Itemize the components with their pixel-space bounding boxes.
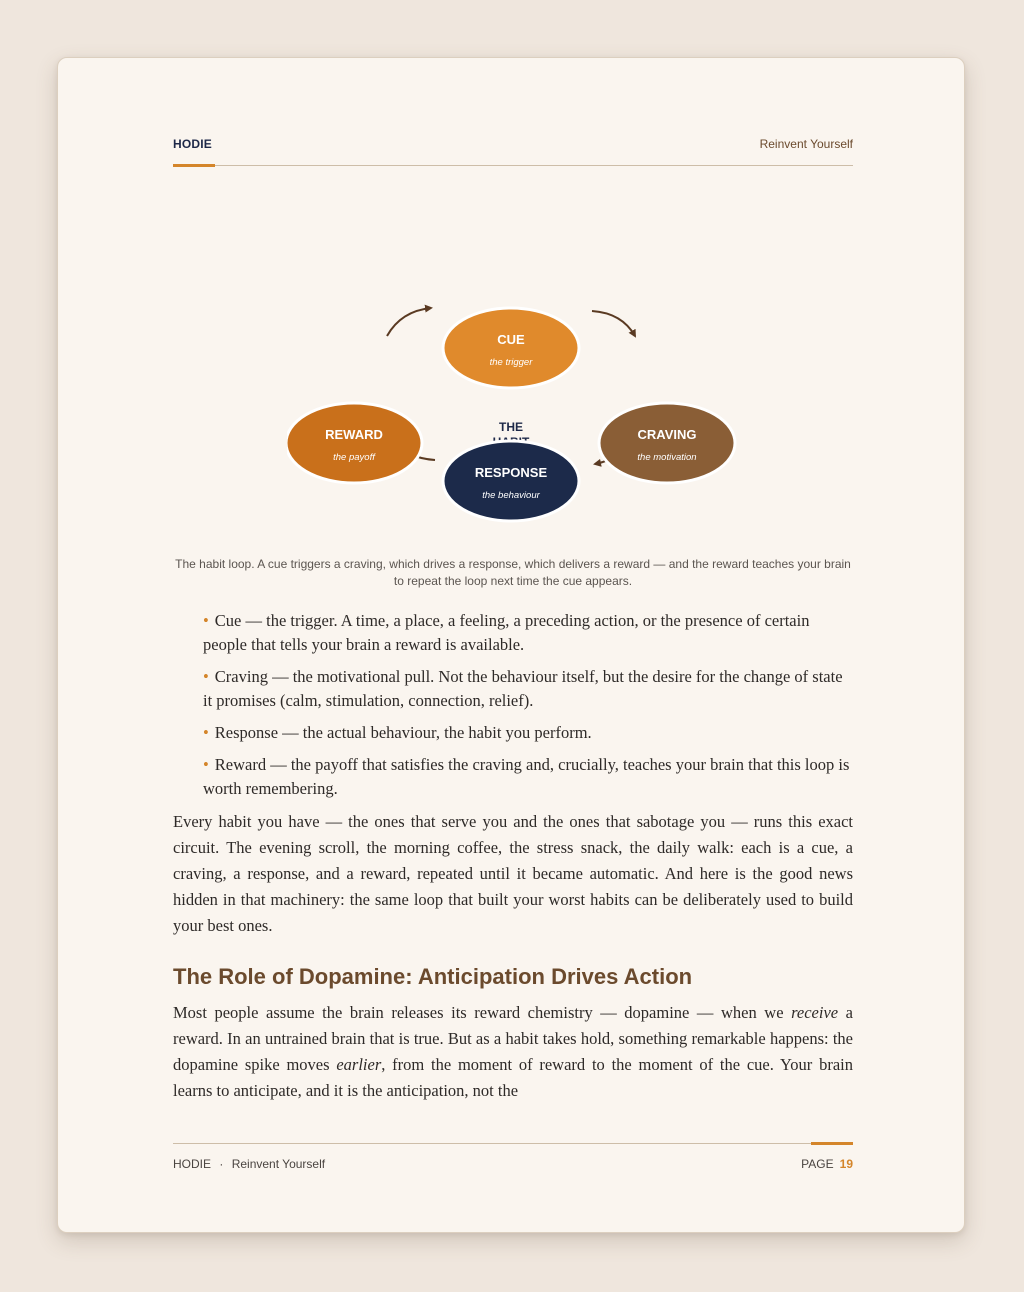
list-item-text: Response — the actual behaviour, the habit you perform. bbox=[214, 723, 592, 742]
list-item bbox=[203, 665, 853, 713]
running-footer bbox=[173, 1143, 853, 1178]
emphasis-text: earlier bbox=[336, 1055, 382, 1074]
node-craving-subtitle: the motivation bbox=[637, 452, 697, 463]
figure-caption: The habit loop. A cue triggers a craving, which drives a response, which delivers a reward — and the reward teaches your brain to repeat the loop next time the cue appears. bbox=[175, 557, 851, 588]
book-page bbox=[57, 57, 965, 1233]
footer-separator: · bbox=[219, 1157, 224, 1171]
list-item bbox=[203, 753, 853, 801]
list-item-text: Craving — the motivational pull. Not the behaviour itself, but the desire for the change of state it promises (calm, stimulation, connection, relief). bbox=[203, 667, 843, 710]
running-header bbox=[173, 137, 853, 166]
footer-right bbox=[801, 1157, 853, 1171]
page-label: PAGE bbox=[801, 1157, 834, 1171]
list-item-text: Reward — the payoff that satisfies the craving and, crucially, teaches your brain that this loop is worth remembering. bbox=[203, 755, 850, 798]
node-reward-subtitle: the payoff bbox=[333, 452, 375, 463]
paragraph-text: a reward. In an untrained brain that is true. But as a habit takes hold, something remarkable happens: the dopamine spike moves bbox=[173, 1003, 853, 1074]
footer-brand: HODIE bbox=[173, 1157, 212, 1171]
header-book-title: Reinvent Yourself bbox=[759, 137, 853, 151]
paragraph-text: Most people assume the brain releases its reward chemistry — dopamine — when we bbox=[173, 1003, 792, 1022]
node-reward-title: REWARD bbox=[325, 427, 383, 442]
paragraph-text: , from the moment of reward to the moment of the cue. Your brain learns to anticipate, and it is the anticipation, not the bbox=[173, 1055, 853, 1100]
body-paragraph-2 bbox=[173, 1000, 853, 1104]
footer-book-title: Reinvent Yourself bbox=[231, 1157, 326, 1171]
list-item-text: Cue — the trigger. A time, a place, a feeling, a preceding action, or the presence of certain people that tells your brain a reward is available. bbox=[203, 611, 810, 654]
node-response-shape-main bbox=[443, 441, 579, 521]
bullet-dot-icon: • bbox=[203, 755, 209, 774]
header-accent-bar bbox=[173, 164, 215, 167]
header-brand: HODIE bbox=[173, 137, 213, 151]
footer-left bbox=[173, 1157, 325, 1171]
center-line-1: THE bbox=[499, 420, 523, 434]
node-cue-subtitle: the trigger bbox=[489, 357, 533, 368]
section-heading: The Role of Dopamine: Anticipation Drives Action bbox=[173, 964, 693, 989]
list-item bbox=[203, 609, 853, 657]
footer-accent-bar bbox=[811, 1142, 853, 1145]
node-response-title: RESPONSE bbox=[474, 465, 548, 480]
node-response-subtitle: the behaviour bbox=[482, 490, 540, 501]
emphasis-text: receive bbox=[791, 1003, 839, 1022]
page-number: 19 bbox=[839, 1157, 853, 1171]
body-paragraph-1: Every habit you have — the ones that serve you and the ones that sabotage you — runs this exact circuit. The evening scroll, the morning coffee, the stress snack, the daily walk: each is a cue, a craving, a response, and a reward, repeated until it became automatic. And here is the good news hidden in that machinery: the same loop that built your worst habits can be deliberately used to build your best ones. bbox=[173, 812, 853, 935]
response-node-overlay bbox=[287, 246, 737, 536]
bullet-dot-icon: • bbox=[203, 611, 209, 630]
bullet-dot-icon: • bbox=[203, 723, 209, 742]
node-cue-title: CUE bbox=[497, 332, 525, 347]
list-item bbox=[203, 721, 853, 745]
node-craving-title: CRAVING bbox=[637, 427, 697, 442]
bullet-dot-icon: • bbox=[203, 667, 209, 686]
habit-loop-list bbox=[203, 609, 853, 809]
